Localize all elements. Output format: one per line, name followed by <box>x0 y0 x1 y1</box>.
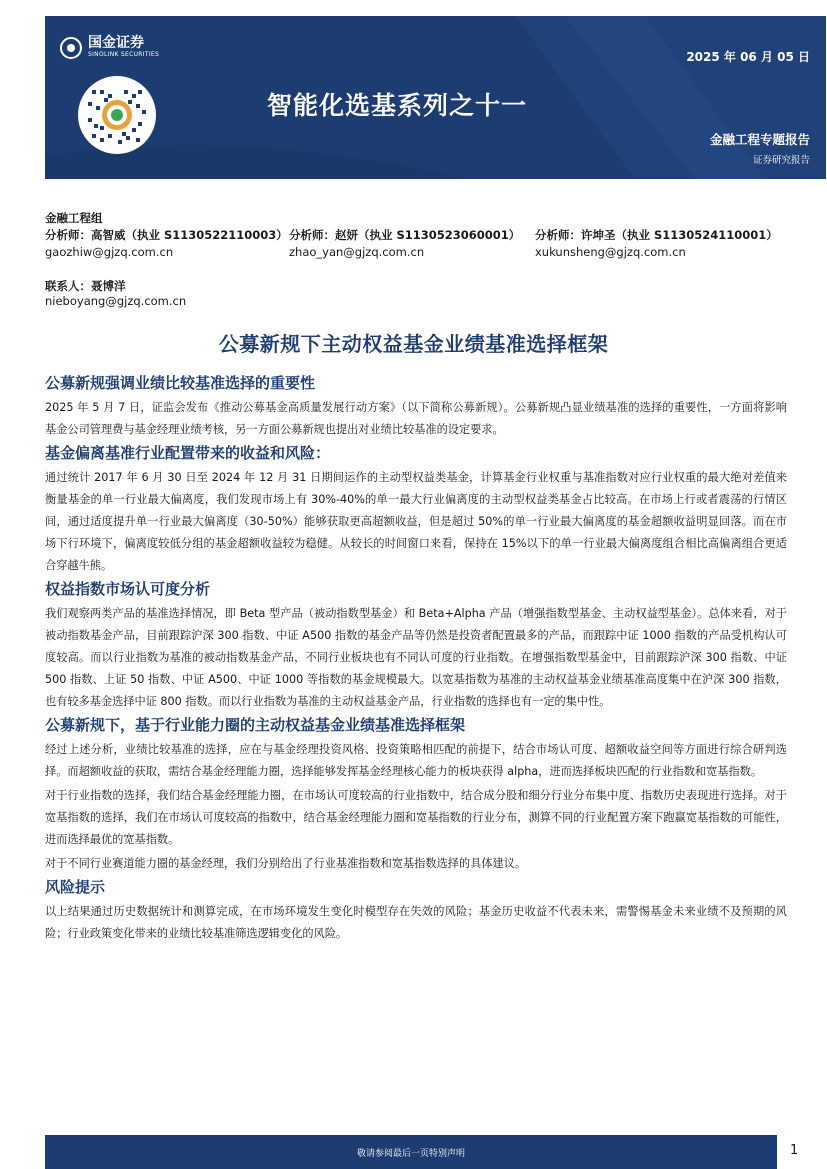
section-title: 基金偏离基准行业配置带来的收益和风险： <box>45 444 331 462</box>
analyst-1-label: 分析师：高智威（执业 S1130522110003） <box>45 228 288 242</box>
section-paragraph: 经过上述分析，业绩比较基准的选择，应在与基金经理投资风格、投资策略相匹配的前提下，结合市场认可度、超额收益空间等方面进行综合研判选择。而超额收益的获取，需结合基金经理能力圈，选择能够发挥基金经理核心能力的板块获得 alpha，进而选择板块匹配的行业指数和宽基指数。 <box>45 743 787 778</box>
section-framework <box>45 715 787 875</box>
section-paragraph: 以上结果通过历史数据统计和测算完成，在市场环境发生变化时模型存在失效的风险；基金历史收益不代表未来，需警惕基金未来业绩不及预期的风险；行业政策变化带来的业绩比较基准筛选逻辑变化的风险。 <box>45 905 787 940</box>
footer-bar <box>45 1135 777 1169</box>
disclaimer-notice[interactable]: 敬请参阅最后一页特别声明 <box>356 1149 465 1159</box>
section-paragraph: 对于不同行业赛道能力圈的基金经理，我们分别给出了行业基准指数和宽基指数选择的具体建议。 <box>45 857 527 870</box>
company-logo <box>60 36 159 59</box>
report-summary <box>45 373 787 947</box>
contact-label: 联系人：聂博洋 <box>45 279 126 293</box>
logo-name-en: SINOLINK SECURITIES <box>88 51 160 58</box>
report-subtype: 证券研究报告 <box>752 155 810 166</box>
series-title: 智能化选基系列之十一 <box>267 91 528 120</box>
report-type: 金融工程专题报告 <box>709 132 810 147</box>
analyst-3 <box>535 227 778 261</box>
logo-name-cn: 国金证券 <box>88 35 144 51</box>
section-paragraph: 2025 年 5 月 7 日，证监会发布《推动公募基金高质量发展行动方案》（以下简称公募新规）。公募新规凸显业绩基准的选择的重要性，一方面将影响基金公司管理费与基金经理业绩考核，另一方面公募新规也提出对业绩比较基准的设定要求。 <box>45 401 787 436</box>
section-risk <box>45 877 787 945</box>
qr-code-icon <box>78 76 156 154</box>
section-deviation <box>45 443 787 577</box>
section-recognition <box>45 579 787 713</box>
section-importance <box>45 373 787 441</box>
analyst-3-label: 分析师：许坤圣（执业 S1130524110001） <box>535 228 778 242</box>
report-date: 2025 年 06 月 05 日 <box>686 50 810 64</box>
team-name: 金融工程组 <box>45 211 103 225</box>
analyst-2-label: 分析师：赵妍（执业 S1130523060001） <box>289 228 521 242</box>
section-title: 风险提示 <box>45 878 106 896</box>
report-title: 公募新规下主动权益基金业绩基准选择框架 <box>218 332 609 356</box>
analyst-1-email[interactable]: gaozhiw@gjzq.com.cn <box>45 245 174 259</box>
section-paragraph: 我们观察两类产品的基准选择情况，即 Beta 型产品（被动指数型基金）和 Beta+Alpha 产品（增强指数型基金、主动权益型基金）。总体来看，对于被动指数基金产品，目前跟踪沪深 300 指数、中证 A500 指数的基金产品等仍然是投资者配置最多的产品，而跟踪中证 1000 指数的产品受机构认可度较高。而以行业指数为基准的被动指数基金产品，不同行业板块也有不同认可度的行业指数。在增强指数型基金中，目前跟踪沪深 300 指数、中证 500 指数、上证 50 指数、中证 A500、中证 1000 等指数的基金规模最大。以宽基指数为基准的主动权益基金业绩基准高度集中在沪深 300 指数，也有较多基金选择中证 800 指数。而以行业指数为基准的主动权益基金产品，行业指数的选择也有一定的集中性。 <box>45 607 787 708</box>
analyst-3-email[interactable]: xukunsheng@gjzq.com.cn <box>535 245 686 259</box>
section-title: 公募新规强调业绩比较基准选择的重要性 <box>45 374 316 392</box>
analyst-1 <box>45 227 288 261</box>
contact-block <box>45 279 186 309</box>
section-title: 公募新规下，基于行业能力圈的主动权益基金业绩基准选择框架 <box>45 716 466 734</box>
contact-email[interactable]: nieboyang@gjzq.com.cn <box>45 294 187 308</box>
analyst-2-email[interactable]: zhao_yan@gjzq.com.cn <box>289 245 425 259</box>
logo-icon <box>60 37 82 59</box>
section-title: 权益指数市场认可度分析 <box>45 580 211 598</box>
analyst-2 <box>289 227 520 261</box>
author-block <box>45 210 805 261</box>
section-paragraph: 通过统计 2017 年 6 月 30 日至 2024 年 12 月 31 日期间运作的主动型权益类基金，计算基金行业权重与基准指数对应行业权重的最大绝对差值来衡量基金的单一行业最大偏离度，我们发现市场上有 30%-40%的单一最大行业偏离度的主动型权益类基金占比较高。在市场上行或者震荡的行情区间，通过适度提升单一行业最大偏离度（30-50%）能够获取更高超额收益，但是超过 50%的单一行业最大偏离度的基金超额收益明显回落。而在市场下行环境下，偏离度较低分组的基金超额收益较为稳健。从较长的时间窗口来看，保持在 15%以下的单一行业最大偏离度组合相比高偏离组合更适合穿越牛熊。 <box>45 471 787 572</box>
header-banner <box>45 16 826 179</box>
section-paragraph: 对于行业指数的选择，我们结合基金经理能力圈，在市场认可度较高的行业指数中，结合成分股和细分行业分布集中度、指数历史表现进行选择。对于宽基指数的选择，我们在市场认可度较高的指数中，结合基金经理能力圈和宽基指数的行业分布，测算不同的行业配置方案下跑赢宽基指数的可能性，进而选择最优的宽基指数。 <box>45 789 787 846</box>
page-number: 1 <box>790 1143 799 1158</box>
